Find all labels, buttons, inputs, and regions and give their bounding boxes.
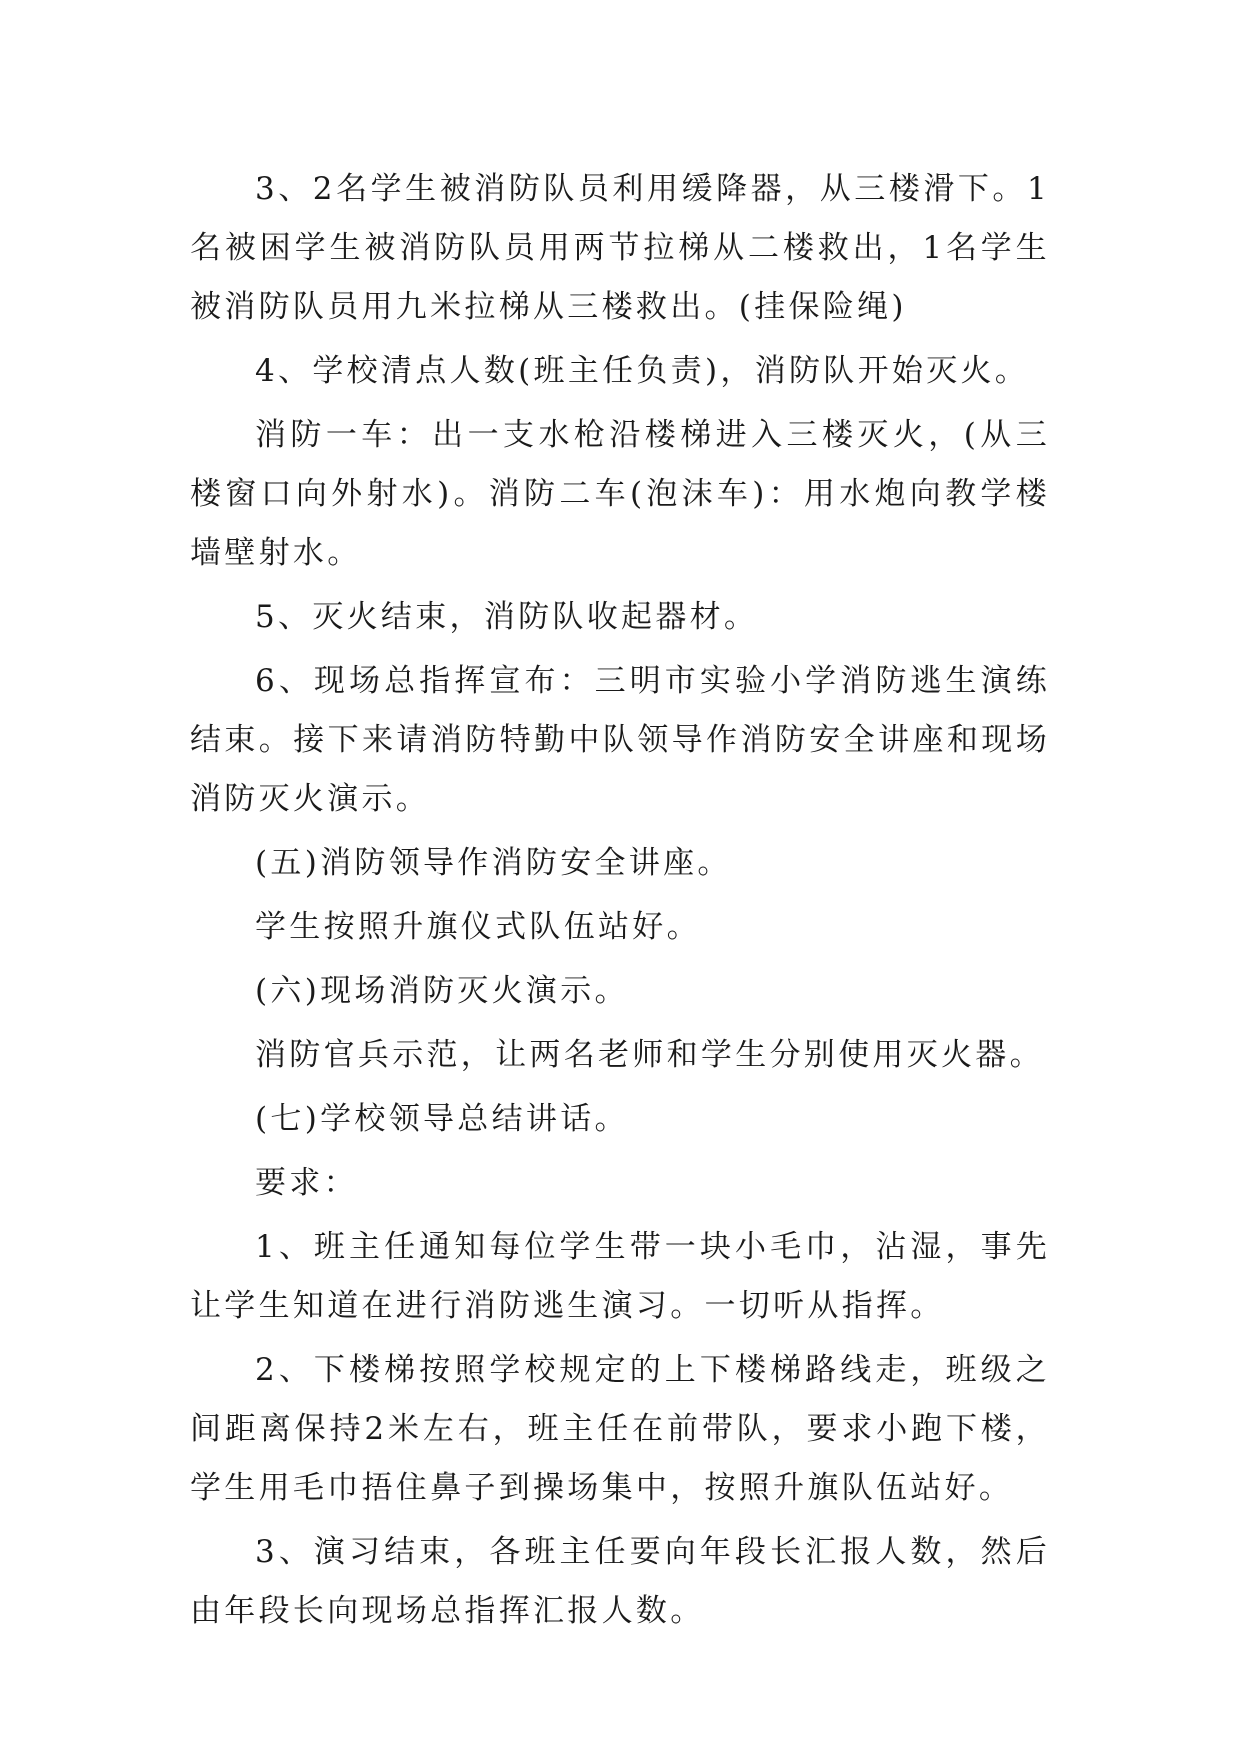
requirement-2: 2、下楼梯按照学校规定的上下楼梯路线走，班级之间距离保持2米左右，班主任在前带队，要求小跑下楼，学生用毛巾捂住鼻子到操场集中，按照升旗队伍站好。 (190, 1352, 1050, 1506)
section-five-heading: (五)消防领导作消防安全讲座。 (255, 845, 732, 881)
section-seven-heading: (七)学校领导总结讲话。 (255, 1101, 629, 1137)
requirement-3: 3、演习结束，各班主任要向年段长汇报人数，然后由年段长向现场总指挥汇报人数。 (190, 1534, 1050, 1629)
paragraph-fire-truck-tasks: 消防一车：出一支水枪沿楼梯进入三楼灭火，(从三楼窗口向外射水)。消防二车(泡沫车)：用水炮向教学楼墙壁射水。 (190, 417, 1050, 571)
section-six-heading: (六)现场消防灭火演示。 (255, 973, 629, 1009)
paragraph-step-5-end-firefighting: 5、灭火结束，消防队收起器材。 (255, 599, 759, 635)
paragraph-extinguisher-demo: 消防官兵示范，让两名老师和学生分别使用灭火器。 (255, 1037, 1044, 1073)
paragraph-step-6-announcement: 6、现场总指挥宣布：三明市实验小学消防逃生演练结束。接下来请消防特勤中队领导作消防安全讲座和现场消防灭火演示。 (190, 663, 1050, 817)
paragraph-step-3-rescue: 3、2名学生被消防队员利用缓降器，从三楼滑下。1名被困学生被消防队员用两节拉梯从二楼救出，1名学生被消防队员用九米拉梯从三楼救出。(挂保险绳) (190, 171, 1050, 325)
requirement-1: 1、班主任通知每位学生带一块小毛巾，沾湿，事先让学生知道在进行消防逃生演习。一切听从指挥。 (190, 1229, 1050, 1324)
paragraph-student-lineup: 学生按照升旗仪式队伍站好。 (255, 909, 701, 945)
paragraph-step-4-headcount: 4、学校清点人数(班主任负责)，消防队开始灭火。 (255, 353, 1030, 389)
document-page (190, 160, 1050, 1646)
requirements-heading: 要求： (255, 1165, 358, 1201)
